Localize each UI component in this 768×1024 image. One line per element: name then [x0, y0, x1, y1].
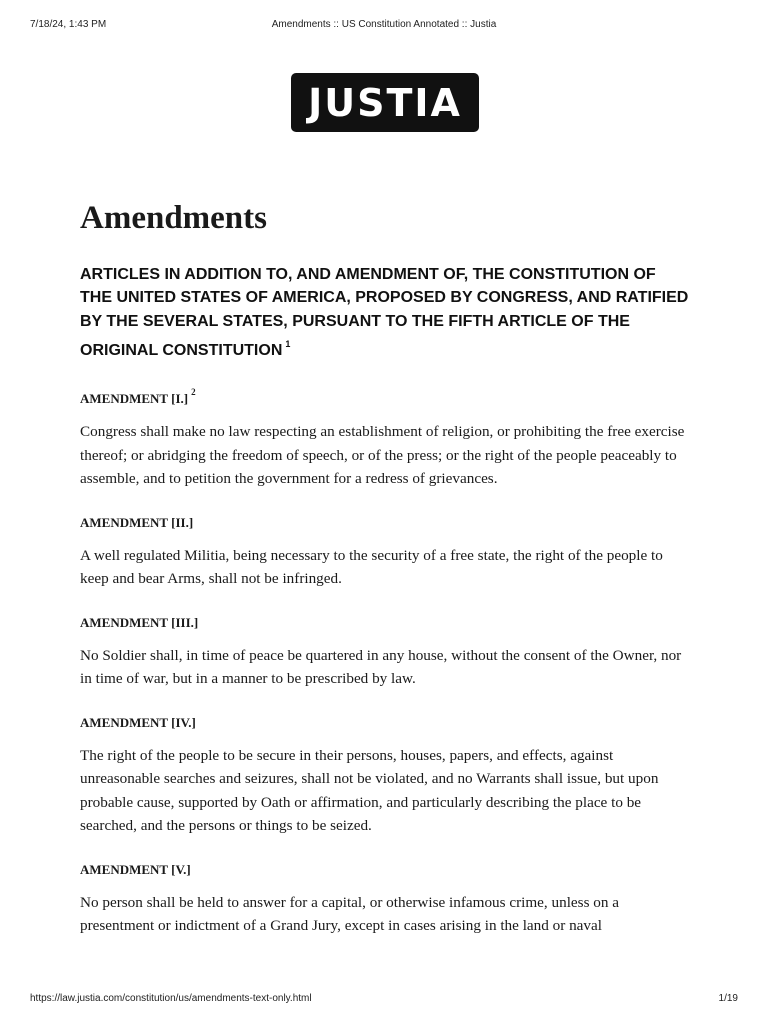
print-header [0, 16, 768, 32]
amendment-text: Congress shall make no law respecting an establishment of religion, or prohibiting the free exercise thereof; or abridging the freedom of speech, or of the press; or the right of the people peaceably to assemble, and to petition the government for a redress of grievances. [80, 423, 685, 488]
footnote-ref-2[interactable]: 2 [191, 387, 196, 398]
amendment-text: The right of the people to be secure in their persons, houses, papers, and effects, against unreasonable searches and seizures, shall not be violated, and no Warrants shall issue, but upon probable cause, supported by Oath or affirmation, and particularly describing the place to be searched, and the persons or things to be seized. [80, 746, 659, 835]
amendment-heading: AMENDMENT [II.] [80, 514, 194, 530]
print-document-title: Amendments :: US Constitution Annotated :: Justia [271, 19, 497, 30]
page-title: Amendments [80, 200, 267, 236]
amendment-heading-text: AMENDMENT [I.] [80, 391, 189, 407]
articles-subtitle-text: ARTICLES IN ADDITION TO, AND AMENDMENT OF, THE CONSTITUTION OF THE UNITED STATES OF AMERICA, PROPOSED BY CONGRESS, AND RATIFIED BY THE SEVERAL STATES, PURSUANT TO THE FIFTH ARTICLE OF THE ORIGINAL CONSTITUTION [80, 266, 689, 359]
amendment-1 [80, 382, 690, 491]
print-footer [0, 993, 768, 1007]
amendment-text: No person shall be held to answer for a capital, or otherwise infamous crime, unless on a presentment or indictment of a Grand Jury, except in cases arising in the land or naval [80, 893, 620, 935]
amendment-4 [80, 713, 690, 838]
main-content [80, 197, 690, 960]
amendment-heading: AMENDMENT [V.] [80, 861, 191, 877]
amendment-2 [80, 513, 690, 591]
amendment-heading: AMENDMENT [IV.] [80, 714, 196, 730]
print-url: https://law.justia.com/constitution/us/amendments-text-only.html [30, 993, 312, 1004]
amendment-heading [80, 382, 690, 409]
logo-text: JUSTIA [308, 80, 462, 125]
amendment-heading: AMENDMENT [III.] [80, 614, 199, 630]
amendment-text: No Soldier shall, in time of peace be quartered in any house, without the consent of the Owner, nor in time of war, but in a manner to be prescribed by law. [80, 646, 682, 688]
print-page-number: 1/19 [718, 993, 738, 1004]
amendment-5 [80, 860, 690, 938]
amendment-text: A well regulated Militia, being necessary to the security of a free state, the right of the people to keep and bear Arms, shall not be infringed. [80, 546, 663, 588]
amendment-3 [80, 613, 690, 691]
articles-subtitle [80, 263, 690, 362]
justia-logo[interactable] [291, 73, 479, 132]
footnote-ref-1[interactable]: 1 [285, 338, 291, 349]
print-datetime: 7/18/24, 1:43 PM [30, 19, 107, 30]
